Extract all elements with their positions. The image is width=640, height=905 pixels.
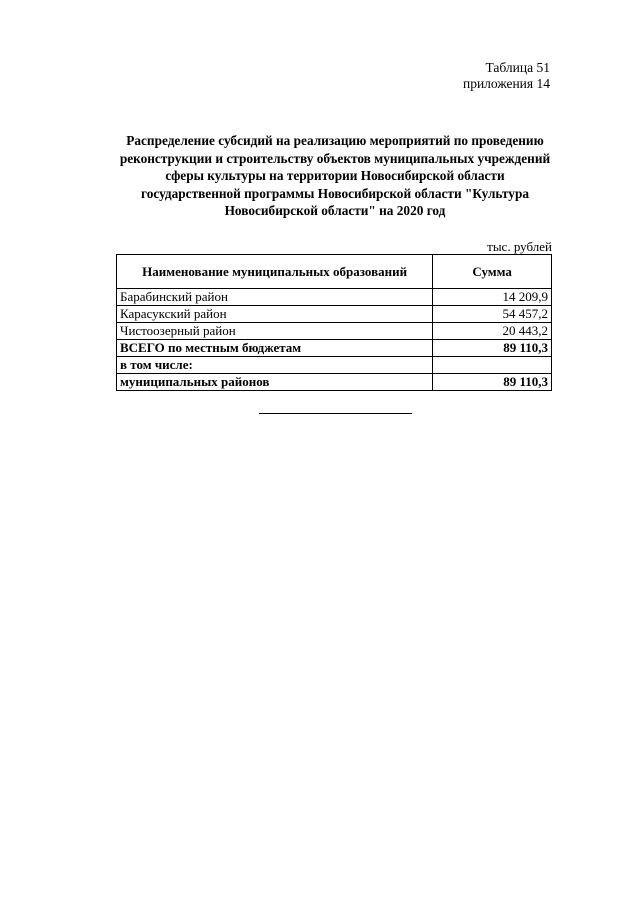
table-row-total	[117, 340, 552, 357]
table-row	[117, 289, 552, 306]
appendix-number: приложения 14	[462, 76, 550, 91]
subsidy-table	[116, 254, 552, 391]
table-row-subheading	[117, 357, 552, 374]
table-row-municipal-districts	[117, 374, 552, 391]
row-name: ВСЕГО по местным бюджетам	[117, 340, 433, 357]
end-separator-line	[259, 413, 412, 414]
row-name: Карасукский район	[117, 306, 433, 323]
row-sum: 54 457,2	[433, 306, 552, 323]
row-name: муниципальных районов	[117, 374, 433, 391]
title-line: Новосибирской области" на 2020 год	[224, 203, 446, 218]
title-line: реконструкции и строительству объектов муниципальных учреждений	[119, 150, 551, 166]
table-row	[117, 323, 552, 340]
row-name: Барабинский район	[117, 289, 433, 306]
units-label: тыс. рублей	[487, 239, 552, 254]
table-caption	[350, 60, 550, 92]
row-sum: 89 110,3	[433, 340, 552, 357]
table-number: Таблица 51	[485, 60, 550, 75]
row-name: Чистоозерный район	[117, 323, 433, 340]
title-line: сферы культуры на территории Новосибирской области	[165, 168, 505, 183]
title-line: Распределение субсидий на реализацию мероприятий по проведению	[126, 133, 544, 148]
table-header-row	[117, 255, 552, 289]
column-header-sum: Сумма	[433, 255, 552, 289]
row-sum: 89 110,3	[433, 374, 552, 391]
row-sum: 14 209,9	[433, 289, 552, 306]
row-sum: 20 443,2	[433, 323, 552, 340]
title-line: государственной программы Новосибирской области "Культура	[141, 185, 529, 201]
document-title	[100, 132, 570, 220]
column-header-name: Наименование муниципальных образований	[117, 255, 433, 289]
table-row	[117, 306, 552, 323]
row-name: в том числе:	[117, 357, 433, 374]
row-sum	[433, 357, 552, 374]
